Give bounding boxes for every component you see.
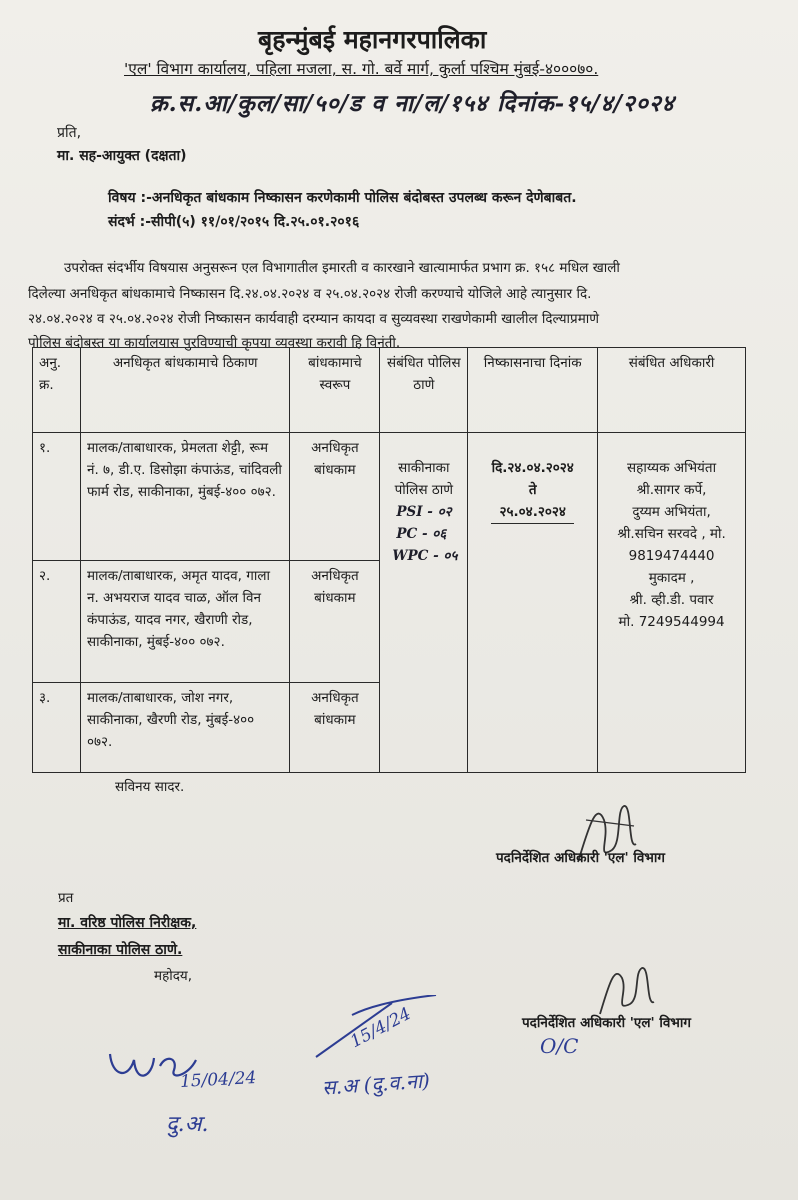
- demolition-table: [32, 347, 746, 773]
- date-to-word: ते: [528, 482, 537, 498]
- officers-cell: [598, 433, 746, 773]
- handwritten-note-4: O/C: [540, 1034, 579, 1058]
- date-from: दि.२४.०४.२०२४: [491, 460, 574, 476]
- officer-line-1: सहाय्यक अभियंता: [627, 460, 717, 476]
- header-place: अनधिकृत बांधकामाचे ठिकाण: [80, 348, 290, 433]
- officer-line-2: श्री.सागर कर्पे,: [636, 482, 707, 498]
- closing-text: सविनय सादर.: [115, 779, 185, 795]
- officer-line-4: श्री.सचिन सरवदे , मो.: [617, 526, 726, 542]
- handwritten-date-1: 15/04/24: [179, 1068, 257, 1092]
- demolition-date-cell: [468, 433, 598, 773]
- copy-prefix: प्रत: [58, 890, 74, 906]
- copy-line-1: मा. वरिष्ठ पोलिस निरीक्षक,: [58, 915, 197, 931]
- row-serial: १.: [33, 433, 81, 561]
- body-line-1: उपरोक्त संदर्भीय विषयास अनुसरून एल विभागातील इमारती व कारखाने खात्यामार्फत प्रभाग क्र. १५८ मधिल खाली: [64, 260, 620, 276]
- reference-number: क्र.स.आ/कुल/सा/५०/ड व ना/ल/१५४ दिनांक-१५/४/२०२४: [150, 90, 675, 117]
- reference-line: संदर्भ :-सीपी(५) ११/०१/२०१५ दि.२५.०१.२०१६: [108, 214, 360, 230]
- body-line-3: २४.०४.२०२४ व २५.०४.२०२४ रोजी निष्कासन कार्यवाही दरम्यान कायदा व सुव्यवस्था राखणेकामी खालील दिल्याप्रमाणे: [28, 311, 600, 327]
- header-nature: बांधकामाचे स्वरूप: [290, 348, 380, 433]
- addressee: मा. सह-आयुक्त (दक्षता): [57, 148, 187, 164]
- signature-1: [566, 790, 646, 880]
- body-line-4: पोलिस बंदोबस्त या कार्यालयास पुरविण्याची कृपया व्यवस्था करावी हि विनंती.: [28, 335, 401, 351]
- police-psi-count: PSI - ०२: [396, 504, 452, 520]
- header-officers: संबंधित अधिकारी: [598, 348, 746, 433]
- handwritten-date-2: 15/4/24: [347, 1003, 415, 1053]
- salutation: महोदय,: [154, 968, 193, 984]
- row-nature: अनधिकृत बांधकाम: [290, 433, 380, 561]
- handwritten-note-3: स.अ (दु.व.ना): [321, 1068, 431, 1100]
- signatory-2: पदनिर्देशित अधिकारी 'एल' विभाग: [522, 1015, 691, 1031]
- police-wpc-count: WPC - ०५: [392, 548, 458, 564]
- row-place: मालक/ताबाधारक, अमृत यादव, गाला न. अभयराज यादव चाळ, ऑल विन कंपाऊंड, यादव नगर, खैराणी रोड, साकीनाका, मुंबई-४०० ०७२.: [80, 561, 290, 683]
- row-nature: अनधिकृत बांधकाम: [290, 683, 380, 773]
- police-pc-count: PC - ०६: [396, 526, 447, 542]
- row-nature: अनधिकृत बांधकाम: [290, 561, 380, 683]
- row-serial: २.: [33, 561, 81, 683]
- officer-line-6: मुकादम ,: [648, 570, 695, 586]
- header-police-station: संबंधित पोलिस ठाणे: [380, 348, 468, 433]
- org-name: बृहन्मुंबई महानगरपालिका: [258, 25, 487, 54]
- officer-line-3: दुय्यम अभियंता,: [632, 504, 711, 520]
- to-prefix: प्रति,: [57, 125, 82, 141]
- office-address: 'एल' विभाग कार्यालय, पहिला मजला, स. गो. बर्वे मार्ग, कुर्ला पश्चिम मुंबई-४०००७०.: [124, 60, 599, 78]
- table-header-row: [33, 348, 746, 433]
- body-line-2: दिलेल्या अनधिकृत बांधकामाचे निष्कासन दि.२४.०४.२०२४ व २५.०४.२०२४ रोजी करण्याचे योजिले आहे त्यानुसार दि.: [28, 286, 592, 302]
- police-station-cell: [380, 433, 468, 773]
- row-place: मालक/ताबाधारक, जोश नगर, साकीनाका, खैरणी रोड, मुंबई-४०० ०७२.: [80, 683, 290, 773]
- police-station-name: साकीनाका पोलिस ठाणे: [394, 460, 453, 498]
- row-place: मालक/ताबाधारक, प्रेमलता शेट्टी, रूम नं. ७, डी.ए. डिसोझा कंपाऊंड, चांदिवली फार्म रोड, साकीनाका, मुंबई-४०० ०७२.: [80, 433, 290, 561]
- header-serial: अनु. क्र.: [33, 348, 81, 433]
- row-serial: ३.: [33, 683, 81, 773]
- date-to: २५.०४.२०२४: [491, 501, 573, 524]
- officer-phone-2: मो. 7249544994: [618, 614, 725, 630]
- signatory-1: पदनिर्देशित अधिकारी 'एल' विभाग: [496, 850, 665, 866]
- table-row: [33, 433, 746, 561]
- subject-line: विषय :-अनधिकृत बांधकाम निष्कासन करणेकामी पोलिस बंदोबस्त उपलब्ध करून देणेबाबत.: [108, 190, 577, 206]
- header-demolition-date: निष्कासनाचा दिनांक: [468, 348, 598, 433]
- handwritten-note-5: दु.अ.: [166, 1112, 209, 1137]
- officer-phone-1: 9819474440: [628, 548, 715, 564]
- copy-line-2: साकीनाका पोलिस ठाणे.: [58, 942, 183, 958]
- officer-line-7: श्री. व्ही.डी. पवार: [629, 592, 714, 608]
